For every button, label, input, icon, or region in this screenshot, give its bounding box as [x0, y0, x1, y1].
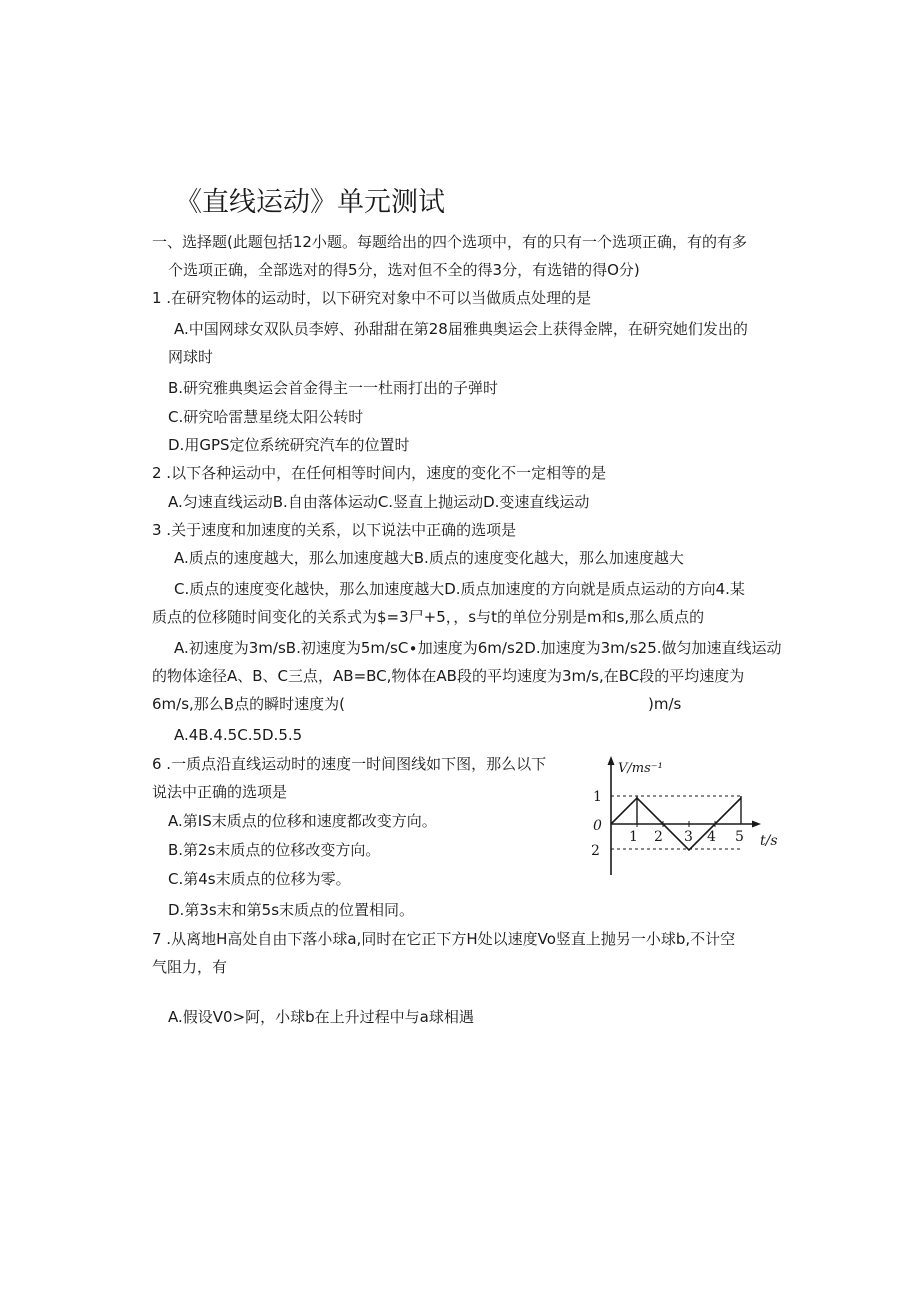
section-heading-line2: 个选项正确，全部选对的得5分，选对但不全的得3分，有选错的得O分) [168, 261, 640, 279]
question-3-stem: 3 .关于速度和加速度的关系，以下说法中正确的选项是 [152, 521, 517, 539]
question-7-option-a: A.假设V0>阿，小球b在上升过程中与a球相遇 [168, 1008, 474, 1026]
velocity-time-graph [583, 755, 788, 880]
x-tick-label-2: 2 [654, 829, 663, 845]
y-tick-label-zero: 0 [593, 818, 602, 834]
question-5-stem-line2: 6m∕s,那么B点的瞬时速度为( [152, 695, 345, 713]
question-6-option-a: A.第IS末质点的位移和速度都改变方向。 [168, 812, 437, 830]
question-7-stem-line1: 7 .从离地H高处自由下落小球a,同时在它正下方H处以速度Vo竖直上抛另一小球b,不计空 [152, 930, 736, 948]
question-6-option-d: D.第3s末和第5s末质点的位置相同。 [168, 901, 415, 919]
x-tick-label-4: 4 [707, 829, 716, 845]
question-1-option-a-line1: A.中国网球女双队员李婷、孙甜甜在第28届雅典奥运会上获得金牌，在研究她们发出的 [174, 320, 748, 338]
question-7-stem-line2: 气阻力，有 [152, 958, 228, 976]
y-axis-arrow [608, 756, 615, 765]
y-tick-label-bottom: 2 [591, 843, 600, 859]
question-2-options: A.匀速直线运动B.自由落体运动C.竖直上抛运动D.变速直线运动 [168, 493, 590, 511]
question-6-stem-line1: 6 .一质点沿直线运动时的速度一时间图线如下图，那么以下 [152, 755, 547, 773]
question-1-option-c: C.研究哈雷慧星绕太阳公转时 [168, 408, 364, 426]
x-axis-label: t/s [760, 833, 778, 849]
question-3-options-ab: A.质点的速度越大，那么加速度越大B.质点的速度变化越大，那么加速度越大 [174, 549, 684, 567]
question-5-unit: )m/s [648, 695, 682, 713]
question-2-stem: 2 .以下各种运动中，在任何相等时间内，速度的变化不一定相等的是 [152, 464, 607, 482]
question-5-stem-line1: 的物体途径A、B、C三点，AB=BC,物体在AB段的平均速度为3m∕s,在BC段的平均速度为 [152, 667, 745, 685]
question-6-option-c: C.第4s末质点的位移为零。 [168, 870, 351, 888]
question-1-stem: 1 .在研究物体的运动时，以下研究对象中不可以当做质点处理的是 [152, 289, 592, 307]
question-6-stem-line2: 说法中正确的选项是 [152, 783, 288, 801]
x-tick-label-1: 1 [629, 829, 638, 845]
question-6-option-b: B.第2s末质点的位移改变方向。 [168, 841, 381, 859]
y-tick-label-top: 1 [593, 789, 602, 805]
x-tick-label-5: 5 [735, 829, 744, 845]
question-3-options-cd: C.质点的速度变化越快，那么加速度越大D.质点加速度的方向就是质点运动的方向4.某 [174, 580, 745, 598]
question-1-option-b: B.研究雅典奥运会首金得主一一杜雨打出的子弹时 [168, 379, 499, 397]
section-heading-line1: 一、选择题(此题包括12小题。每题给出的四个选项中，有的只有一个选项正确，有的有多 [152, 233, 747, 251]
question-5-options: A.4B.4.5C.5D.5.5 [174, 726, 303, 744]
page-title: 《直线运动》单元测试 [175, 187, 445, 218]
x-axis-arrow [752, 821, 761, 828]
y-axis-label: V/ms⁻¹ [618, 761, 663, 776]
question-4-stem: 质点的位移随时间变化的关系式为$=3尸+5，，s与t的单位分别是m和s,那么质点的 [152, 608, 705, 626]
x-tick-label-3: 3 [684, 829, 693, 845]
question-1-option-d: D.用GPS定位系统研究汽车的位置时 [168, 436, 410, 454]
question-1-option-a-line2: 网球时 [168, 348, 214, 366]
question-4-options: A.初速度为3m∕sB.初速度为5m∕sC∙加速度为6m∕s2D.加速度为3m∕s25.做匀加速直线运动 [174, 639, 782, 657]
